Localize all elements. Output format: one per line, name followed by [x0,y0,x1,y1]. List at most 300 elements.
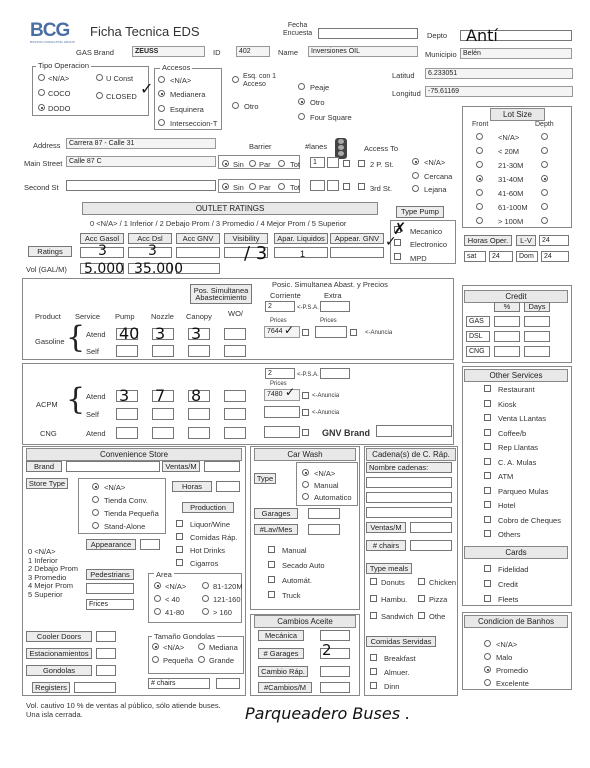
cambios-mes-field[interactable] [320,682,350,693]
lot-depth-31-40m-radio[interactable] [541,175,548,182]
lanes2-extra-field[interactable] [327,180,339,191]
meal-hambu-checkbox[interactable] [370,595,377,602]
lot-depth-100m-radio[interactable] [541,217,548,224]
gas-brand-label: GAS Brand [76,48,114,57]
gas-self-label: Self [86,347,99,356]
cards-title: Cards [464,546,568,559]
barrier2-tot-label: Tot [290,183,301,192]
municipio-field[interactable]: Belén [460,48,572,59]
gas-self-cell-2[interactable] [152,345,174,357]
tamano-peque-a-label: Pequeña [163,656,194,665]
mecanica-field[interactable] [320,630,350,641]
service-rep-llantas-label: Rep Llantas [498,443,539,452]
acpm-label: ACPM [36,400,58,409]
p-st-checkbox[interactable] [343,160,350,167]
second-st-label: Second St [24,183,59,192]
lanes2-field[interactable] [310,180,325,191]
third-st-label: 3rd St. [370,184,393,193]
lv-label: L-V [516,235,536,246]
credit-cng-text: CNG [469,348,485,355]
ventas-field[interactable] [204,461,240,472]
tamano-grande-label: Grande [209,656,235,665]
lot-depth-n-a-radio[interactable] [541,133,548,140]
barrier-label: Barrier [249,142,272,151]
x-mark-mecanico: ✗ [393,219,407,238]
cng-atend-cell-4[interactable] [224,427,246,439]
acpm-price-extra-field[interactable] [264,406,300,418]
id-field[interactable]: 402 [236,46,270,57]
banos-malo-label: Malo [496,653,513,662]
service-atm-checkbox[interactable] [484,472,491,479]
banos-promedio-radio[interactable] [484,666,491,673]
rating-acc-dsl-handwritten: 3 [148,243,157,259]
accesos-esquinera-radio[interactable] [158,105,165,112]
gas-atend-label: Atend [86,330,106,339]
tipo-na-label: <N/A> [48,74,70,83]
accesos-interseccion-radio[interactable] [158,119,165,126]
cng-atend-cell-3[interactable] [188,427,210,439]
gnv-brand-field[interactable] [376,425,452,437]
tamano-peque-a-radio[interactable] [152,656,159,663]
acpm-anuncia-label: <-Anuncia [312,393,340,399]
cambios-garages-handwritten: 2 [322,641,332,659]
extra-label: Extra [324,291,342,300]
fecha-encuesta-field[interactable] [318,28,418,39]
accesos-medianera-radio[interactable] [158,90,165,97]
service-hotel-checkbox[interactable] [484,501,491,508]
gas-atend-value-2: 3 [155,324,166,343]
barrier2-tot-radio[interactable] [278,183,285,190]
service-cobro-de-cheques-checkbox[interactable] [484,516,491,523]
service-c-a-mulas-label: C. A. Mulas [498,457,537,467]
area-40-radio[interactable] [154,595,161,602]
depto-label: Depto [427,31,448,40]
lot-21-30m-label: 21-30M [498,161,524,170]
type-pump-button[interactable]: Type Pump [396,206,444,218]
credit-gas-label [466,316,490,327]
store-n-a-label: <N/A> [104,483,126,492]
pedestrians-field[interactable] [86,583,134,594]
gnv-brand-label: GNV Brand [322,428,371,438]
barrier2-par-radio[interactable] [249,183,256,190]
service-rep-llantas-checkbox[interactable] [484,443,491,450]
cambios-title: Cambios Aceite [254,615,356,628]
acpm-atend-label: Atend [86,392,106,401]
nombre-cadena-3[interactable] [366,507,452,518]
scale-item-1: 1 Inferior [28,555,58,565]
store-stand-alone-radio[interactable] [92,522,99,529]
service-venta-llantas-label: Venta LLantas [498,414,546,423]
comida-breakfast-checkbox[interactable] [370,654,377,661]
col-product: Product [35,312,61,321]
acpm-extra-pos-field[interactable] [320,368,350,379]
cng-price-field[interactable] [264,426,300,438]
production-comidas-r-p-checkbox[interactable] [176,533,183,540]
card-fleets-checkbox[interactable] [484,595,491,602]
lanes-extra-field[interactable] [327,157,339,168]
tipo-uconst-label: U Const [106,74,134,83]
cw-garages-field[interactable] [308,508,340,519]
cw-type-manual-label: Manual [314,481,339,490]
acpm-self-cell-1[interactable] [116,408,138,420]
cooler-label: Cooler Doors [26,631,92,642]
address-field[interactable]: Carrera 87 - Calle 31 [66,138,216,149]
cw-item-autom-t-label: Automát. [282,576,313,585]
nombre-cadena-2[interactable] [366,492,452,503]
acpm-anuncia-checkbox-2[interactable] [302,409,309,416]
barrier-sin-radio[interactable] [222,160,229,167]
gas-price-field[interactable]: 7644 [264,326,300,338]
accesos-otro-radio[interactable] [232,102,239,109]
p-st-checkbox-2[interactable] [358,160,365,167]
cng-atend-cell-2[interactable] [152,427,174,439]
access-lejana-label: Lejana [424,185,447,194]
page-title: Ficha Tecnica EDS [90,24,200,39]
area-41-80-label: 41-80 [165,608,185,617]
peaje-otro-label: Otro [310,98,325,107]
fridges-field[interactable]: Frices [86,599,134,610]
store-stand-alone-label: Stand-Alone [104,522,146,531]
credit-cng-pct-field[interactable] [494,346,520,357]
cng-anuncia-checkbox[interactable] [302,429,309,436]
tamano-label: Tamaño Gondolas [154,632,215,641]
lot-depth-20m-radio[interactable] [541,147,548,154]
comida-dinn-checkbox[interactable] [370,682,377,689]
service-parqueo-mulas-checkbox[interactable] [484,487,491,494]
banos-n-a-radio[interactable] [484,640,491,647]
acpm-self-cell-4[interactable] [224,408,246,420]
dom-field[interactable]: 24 [541,251,569,262]
gondolas-field[interactable] [96,665,116,676]
barrier-tot-label: Tot [290,160,301,169]
production-cigarros-label: Cigarros [190,559,219,568]
lv-field[interactable]: 24 [539,235,569,246]
rating-appear-gnv-field[interactable] [330,247,384,258]
acpm-atend-cell-4[interactable] [224,390,246,402]
logo [30,20,75,44]
p-st-label: 2 P. St. [370,160,394,169]
acpm-self-cell-2[interactable] [152,408,174,420]
gas-atend-cell-4[interactable] [224,328,246,340]
cambio-rap-label: Cambio Ráp. [258,666,308,677]
acpm-anuncia-label-2: <-Anuncia [312,410,340,416]
area-81-120m-radio[interactable] [202,582,209,589]
comida-almuer-checkbox[interactable] [370,668,377,675]
area-121-160-radio[interactable] [202,595,209,602]
cw-item-secado-auto-label: Secado Auto [282,561,325,570]
meal-pizza-checkbox[interactable] [418,595,425,602]
meal-chicken-label: Chicken [429,578,457,587]
credit-gas-pct-field[interactable] [494,316,520,327]
lot-depth-21-30m-radio[interactable] [541,161,548,168]
card-fleets-label: Fleets [498,595,519,604]
gas-self-cell-4[interactable] [224,345,246,357]
card-credit-checkbox[interactable] [484,580,491,587]
horas-field[interactable] [216,481,240,492]
tipo-dodo-radio[interactable] [38,104,45,111]
store-tienda-conv-radio[interactable] [92,496,99,503]
gas-brand-field[interactable]: ZEUSS [132,46,205,57]
lot-front-61-100m-radio[interactable] [476,203,483,210]
rating-apar-liquidos-value: 1 [300,249,306,259]
rating-acc-gnv-field[interactable] [176,247,220,258]
col-wo: WO/ [228,309,243,318]
gasoline-label: Gasoline [35,337,65,346]
credit-dsl-days-field[interactable] [524,331,550,342]
area-41-80-radio[interactable] [154,608,161,615]
tipo-coco-radio[interactable] [38,89,45,96]
area-121-160-label: 121-160 [213,595,241,604]
acpm-atend-value-3: 8 [191,386,202,405]
barrier2-sin-label: Sin [233,183,244,192]
tipo-dodo-label: DODO [48,104,71,113]
main-street-label: Main Street [24,159,63,168]
production-liquor-wine-checkbox[interactable] [176,520,183,527]
service-coffee-b-checkbox[interactable] [484,429,491,436]
third-st-checkbox[interactable] [343,183,350,190]
name-field[interactable]: Inversiones OIL [308,46,418,57]
lot-depth-label: Depth [535,121,554,128]
service-c-a-mulas-checkbox[interactable] [484,458,491,465]
lot-front-41-60m-radio[interactable] [476,189,483,196]
cw-item-autom-t-checkbox[interactable] [268,576,275,583]
peaje-radio[interactable] [298,83,305,90]
lot-front-n-a-radio[interactable] [476,133,483,140]
main-street-field[interactable]: Calle 87 C [66,156,216,167]
gas-pos-sub: <-P.S.A. [297,305,319,311]
store-n-a-radio[interactable] [92,483,99,490]
service-parqueo-mulas-label: Parqueo Mulas [498,486,549,496]
latitud-field[interactable]: 6.233051 [425,68,573,79]
lot-front-31-40m-radio[interactable] [476,175,483,182]
barrier-tot-radio[interactable] [278,160,285,167]
gas-anuncia-checkbox[interactable] [302,329,309,336]
meal-chicken-checkbox[interactable] [418,578,425,585]
ventas-label: Ventas/M [162,461,200,472]
col-service: Service [75,312,101,321]
service-coffee-b-label: Coffee/b [498,428,527,438]
accesos-esq-radio[interactable] [232,76,239,83]
access-cercana-radio[interactable] [412,172,419,179]
horas-oper-label: Horas Oper. [464,235,512,246]
service-others-label: Others [498,530,521,539]
lot-front-21-30m-radio[interactable] [476,161,483,168]
rating-col-acc-gnv: Acc GNV [176,233,220,244]
credit-gas-days-field[interactable] [524,316,550,327]
credit-dsl-pct-field[interactable] [494,331,520,342]
meal-donuts-checkbox[interactable] [370,578,377,585]
acpm-self-label: Self [86,410,99,419]
tamano-n-a-label: <N/A> [163,643,185,652]
meal-othe-checkbox[interactable] [418,612,425,619]
lot-front-20m-radio[interactable] [476,147,483,154]
pedestrians-label: Pedestrians [86,569,134,580]
cw-type-n-a-label: <N/A> [314,469,336,478]
barrier-par-label: Par [259,160,271,169]
cw-type-manual-radio[interactable] [302,481,309,488]
scale-item-4: 4 Mejor Prom [28,581,74,590]
cw-type-automatico-radio[interactable] [302,493,309,500]
lot-31-40m-label: 31-40M [498,175,524,184]
tipo-na-radio[interactable] [38,74,45,81]
second-st-field[interactable] [66,180,216,191]
area-160-radio[interactable] [202,608,209,615]
scale-item-2: 2 Debajo Prom [28,564,79,573]
footer-note: Vol. cautivo 10 % de ventas al público, sólo atiende buses. Una isla cerrada. [26,701,221,719]
outlet-ratings-title: OUTLET RATINGS [82,202,378,215]
tamano-mediana-radio[interactable] [198,643,205,650]
pump-mpd-checkbox[interactable] [394,253,401,260]
registers-field[interactable] [74,682,116,693]
accesos-title: Accesos [162,63,191,72]
card-fidelidad-label: Fidelidad [498,565,529,574]
service-kiosk-checkbox[interactable] [484,400,491,407]
cw-type-n-a-radio[interactable] [302,469,309,476]
gas-price-extra-field[interactable] [315,326,347,338]
accesos-otro-label: Otro [244,102,259,111]
meal-othe-label: Othe [429,612,446,621]
meal-donuts-label: Donuts [381,578,405,587]
gas-self-cell-3[interactable] [188,345,210,357]
sat-field[interactable]: 24 [489,251,513,262]
traffic-light-icon [335,138,347,159]
credit-title: Credit [464,290,568,303]
peaje-otro-radio[interactable] [298,98,305,105]
estacion-label: Estacionamientos [26,648,92,659]
lot-depth-41-60m-radio[interactable] [541,189,548,196]
cw-item-secado-auto-checkbox[interactable] [268,561,275,568]
area-40-label: < 40 [165,595,180,604]
access-lejana-radio[interactable] [412,185,419,192]
gondolas-label: Gondolas [26,665,92,676]
lot-front-100m-radio[interactable] [476,217,483,224]
barrier2-sin-radio[interactable] [222,183,229,190]
cooler-field[interactable] [96,631,116,642]
chairs-field[interactable]: # chairs [148,678,210,689]
lot-depth-61-100m-radio[interactable] [541,203,548,210]
horas-label: Horas [172,481,212,492]
area-n-a-label: <N/A> [165,582,187,591]
four-square-radio[interactable] [298,113,305,120]
service-atm-label: ATM [498,472,514,481]
tipo-closed-radio[interactable] [96,92,103,99]
banos-malo-radio[interactable] [484,653,491,660]
cng-atend-cell-1[interactable] [116,427,138,439]
access-na-radio[interactable] [412,158,419,165]
pos-simultanea-label: Pos. Simultanea Abastecimiento [190,284,252,304]
dom-label-box: Dom [516,251,538,262]
cadena-chairs-field[interactable] [410,540,452,551]
store-type-label: Store Type [26,478,68,489]
acpm-anuncia-checkbox[interactable] [302,392,309,399]
service-restaurant-checkbox[interactable] [484,385,491,392]
longitud-field[interactable]: -75.61169 [425,86,573,97]
cambios-mes-label: #Cambios/M [258,682,312,693]
service-venta-llantas-checkbox[interactable] [484,414,491,421]
gas-anuncia-checkbox-2[interactable] [350,329,357,336]
credit-cng-days-field[interactable] [524,346,550,357]
banos-title: Condicion de Banhos [464,615,568,628]
card-fidelidad-checkbox[interactable] [484,565,491,572]
cadena-ventas-field[interactable] [410,522,452,533]
access-na-label: <N/A> [424,158,446,167]
cw-item-manual-checkbox[interactable] [268,546,275,553]
production-cigarros-checkbox[interactable] [176,559,183,566]
banos-excelente-radio[interactable] [484,679,491,686]
lot-20m-label: < 20M [498,147,520,156]
acpm-self-cell-3[interactable] [188,408,210,420]
acpm-price-field[interactable]: 7480 [264,389,300,401]
tamano-grande-radio[interactable] [198,656,205,663]
production-label: Production [182,502,234,513]
nombre-cadena-1[interactable] [366,477,452,488]
credit-dsl-text: DSL [469,333,483,340]
gas-pos-field[interactable]: 2 [265,301,295,312]
cw-item-truck-label: Truck [282,591,301,600]
meal-sandwich-checkbox[interactable] [370,612,377,619]
gas-price-check: ✓ [284,323,295,337]
lot-100m-label: > 100M [498,217,524,226]
id-label: ID [213,48,221,57]
barrier-par-radio[interactable] [249,160,256,167]
cw-lav-mes-field[interactable] [308,524,340,535]
tamano-group [148,636,244,674]
tipo-uconst-radio[interactable] [96,74,103,81]
four-square-label: Four Square [310,113,352,122]
cw-item-truck-checkbox[interactable] [268,591,275,598]
access-to-label: Access To [364,144,399,153]
cambio-rap-field[interactable] [320,666,350,677]
area-n-a-radio[interactable] [154,582,161,589]
scale-item-3: 3 Promedio [28,572,67,582]
col-pump: Pump [115,312,135,321]
third-st-checkbox-2[interactable] [358,183,365,190]
comidas-label: Comidas Servidas [366,636,436,647]
accesos-interseccion-label: Interseccion-T [170,119,218,128]
cw-type-automatico-label: Automatico [314,493,352,502]
accesos-medianera-label: Medianera [170,90,206,99]
production-hot-drinks-checkbox[interactable] [176,546,183,553]
area-label: Area [156,570,172,579]
accesos-esquinera-label: Esquinera [170,105,204,114]
gas-self-cell-1[interactable] [116,345,138,357]
service-others-checkbox[interactable] [484,530,491,537]
store-tienda-peque-a-radio[interactable] [92,509,99,516]
comida-dinn-label: Dinn [384,682,400,691]
lot-size-title: Lot Size [490,108,545,121]
cadena-chairs-label: # chairs [366,540,406,551]
lanes-field[interactable]: 1 [310,157,325,168]
fecha-encuesta-label: Fecha Encuesta [283,22,313,37]
nombre-cadenas-label: Nombre cadenas: [366,462,452,473]
longitud-label: Longitud [392,89,421,98]
production-comidas-r-p-label: Comidas Ráp. [190,533,238,542]
meal-hambu-label: Hambu. [381,595,408,604]
tamano-n-a-radio[interactable] [152,643,159,650]
acpm-pos-field[interactable]: 2 [265,368,295,379]
brand-field[interactable] [66,461,160,472]
gas-extra-pos-field[interactable] [320,301,350,312]
logo-subtext: BOSTON CONSULTING GROUP [30,40,75,44]
chairs-value-field[interactable] [216,678,240,689]
credit-pct-label: % [494,302,520,312]
rating-col-acc-dsl: Acc Dsl [128,233,172,244]
accesos-na-radio[interactable] [158,76,165,83]
cng-atend-label: Atend [86,429,106,438]
rating-col-appear-gnv: Appear. GNV [330,233,384,244]
appearance-field[interactable] [140,539,160,550]
estacion-field[interactable] [96,648,116,659]
